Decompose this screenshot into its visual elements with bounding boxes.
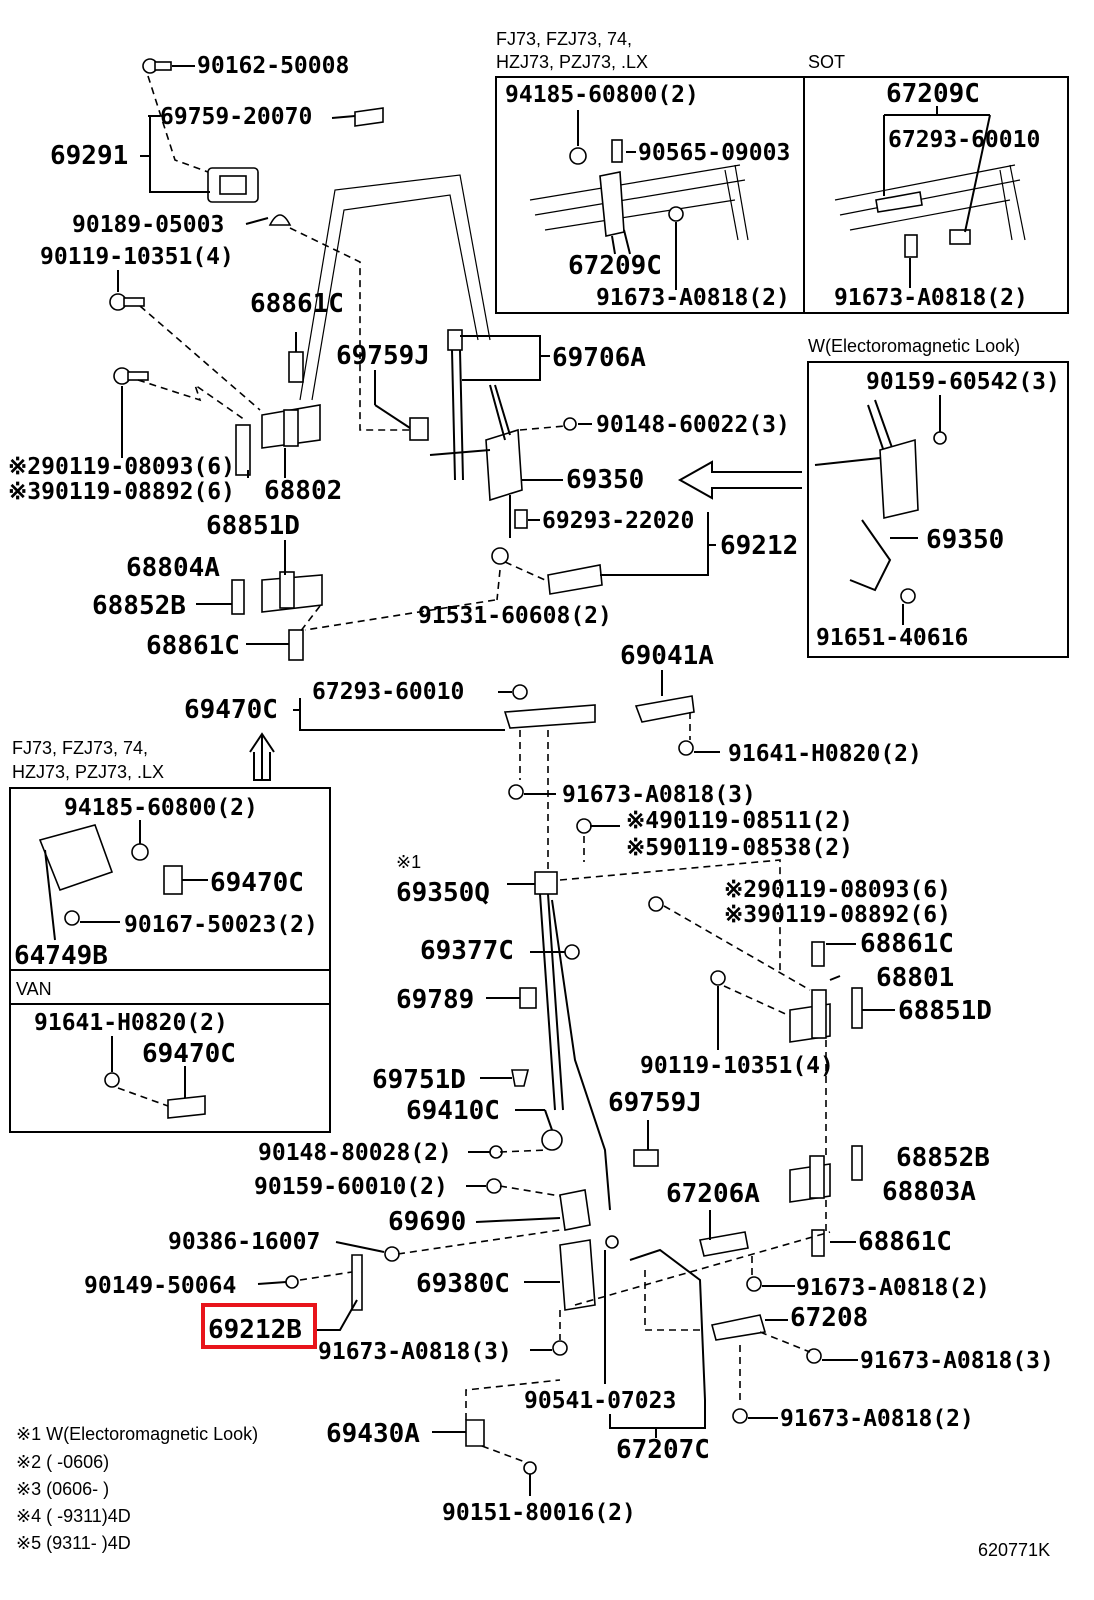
label-69212[interactable]: 69212: [720, 531, 799, 561]
label-69789[interactable]: 69789: [396, 985, 475, 1015]
label-90119-08511[interactable]: ※490119-08511(2): [626, 808, 853, 834]
label-68801[interactable]: 68801: [876, 963, 955, 993]
label-90119-08093-lower[interactable]: ※290119-08093(6): [724, 877, 951, 903]
label-68861C-mid[interactable]: 68861C: [860, 929, 954, 959]
label-68852B-upper[interactable]: 68852B: [92, 591, 186, 621]
rail-end-left: [725, 165, 748, 240]
label-lx-90167-50023[interactable]: 90167-50023(2): [124, 912, 318, 938]
note-3: ※3 (0606- ): [16, 1479, 110, 1499]
label-top-91673-A0818-right[interactable]: 91673-A0818(2): [834, 285, 1028, 311]
label-em-69350[interactable]: 69350: [926, 525, 1005, 555]
label-90189-05003[interactable]: 90189-05003: [72, 212, 225, 238]
label-em-91651-40616[interactable]: 91651-40616: [816, 625, 969, 651]
label-69706A[interactable]: 69706A: [552, 343, 646, 373]
label-90119-10351-lower[interactable]: 90119-10351(4): [640, 1053, 834, 1079]
rail-lines-right: [835, 165, 1020, 230]
footnotes: [16, 1424, 258, 1553]
label-91673-A0818-3[interactable]: 91673-A0818(3): [562, 782, 756, 808]
label-68861C-upper[interactable]: 68861C: [250, 289, 344, 319]
label-91641-H0820[interactable]: 91641-H0820(2): [728, 741, 922, 767]
label-91673-A0818-3-left[interactable]: 91673-A0818(3): [318, 1339, 512, 1365]
label-69430A[interactable]: 69430A: [326, 1419, 420, 1449]
note-5: ※5 (9311- )4D: [16, 1533, 131, 1553]
label-69751D[interactable]: 69751D: [372, 1065, 466, 1095]
label-top-91673-A0818-left[interactable]: 91673-A0818(2): [596, 285, 790, 311]
label-69350[interactable]: 69350: [566, 465, 645, 495]
label-69380C[interactable]: 69380C: [416, 1269, 510, 1299]
em-lock-box: [808, 362, 1068, 657]
label-69759J-upper[interactable]: 69759J: [336, 341, 430, 371]
label-top-90565-09003[interactable]: 90565-09003: [638, 140, 791, 166]
label-91673-A0818-3-right[interactable]: 91673-A0818(3): [860, 1348, 1054, 1374]
label-68803A[interactable]: 68803A: [882, 1177, 976, 1207]
label-69377C[interactable]: 69377C: [420, 936, 514, 966]
label-90541-07023[interactable]: 90541-07023: [524, 1388, 677, 1414]
label-68802[interactable]: 68802: [264, 476, 343, 506]
label-69291[interactable]: 69291: [50, 141, 129, 171]
label-68861C-bottom[interactable]: 68861C: [858, 1227, 952, 1257]
label-90148-60022[interactable]: 90148-60022(3): [596, 412, 790, 438]
label-90148-80028[interactable]: 90148-80028(2): [258, 1140, 452, 1166]
label-68804A[interactable]: 68804A: [126, 553, 220, 583]
label-90386-16007[interactable]: 90386-16007: [168, 1229, 321, 1255]
label-69759J-lower[interactable]: 69759J: [608, 1088, 702, 1118]
label-69350Q[interactable]: 69350Q: [396, 878, 490, 908]
label-90162-50008[interactable]: 90162-50008: [197, 53, 350, 79]
diagram-id: 620771K: [978, 1540, 1051, 1560]
label-em-90159-60542[interactable]: 90159-60542(3): [866, 369, 1060, 395]
label-69212B[interactable]: 69212B: [208, 1315, 302, 1345]
part-labels: [8, 53, 1060, 1526]
label-van-91641-H0820[interactable]: 91641-H0820(2): [34, 1010, 228, 1036]
note-2: ※2 ( -0606): [16, 1452, 110, 1472]
left-box-van-header: [10, 970, 330, 1004]
label-lx-69470C[interactable]: 69470C: [210, 868, 304, 898]
label-67293-60010[interactable]: 67293-60010: [312, 679, 465, 705]
label-67208[interactable]: 67208: [790, 1303, 869, 1333]
label-68851D-lower[interactable]: 68851D: [898, 996, 992, 1026]
label-69759-20070[interactable]: 69759-20070: [160, 104, 313, 130]
label-90149-50064[interactable]: 90149-50064: [84, 1273, 237, 1299]
note-1: ※1 W(Electoromagnetic Look): [16, 1424, 259, 1444]
label-van-69470C[interactable]: 69470C: [142, 1039, 236, 1069]
label-69041A[interactable]: 69041A: [620, 641, 714, 671]
label-67207C[interactable]: 67207C: [616, 1435, 710, 1465]
rail-lines-left: [530, 165, 745, 230]
em-lock-caption: W(Electoromagnetic Look): [808, 336, 1021, 356]
label-lx-64749B[interactable]: 64749B: [14, 941, 108, 971]
label-91673-A0818-2-bottom[interactable]: 91673-A0818(2): [780, 1406, 974, 1432]
label-90119-08538[interactable]: ※590119-08538(2): [626, 835, 853, 861]
label-69293-22020[interactable]: 69293-22020: [542, 508, 695, 534]
label-90159-60010[interactable]: 90159-60010(2): [254, 1174, 448, 1200]
label-68861C-lower[interactable]: 68861C: [146, 631, 240, 661]
note-4: ※4 ( -9311)4D: [16, 1506, 131, 1526]
label-lx-94185-60800[interactable]: 94185-60800(2): [64, 795, 258, 821]
label-91673-A0818-2-right[interactable]: 91673-A0818(2): [796, 1275, 990, 1301]
label-90119-08892-lower[interactable]: ※390119-08892(6): [724, 902, 951, 928]
top-box-models-line2: HZJ73, PZJ73, .LX: [496, 52, 649, 72]
label-90119-08093-upper[interactable]: ※290119-08093(6): [8, 454, 235, 480]
label-68851D-upper[interactable]: 68851D: [206, 511, 300, 541]
top-box-sot-caption: SOT: [808, 52, 846, 72]
label-note1-mark: ※1: [396, 852, 422, 872]
van-caption: VAN: [16, 979, 52, 999]
label-top-67209C-right[interactable]: 67209C: [886, 79, 980, 109]
label-68852B-lower[interactable]: 68852B: [896, 1143, 990, 1173]
label-69690[interactable]: 69690: [388, 1207, 467, 1237]
left-box-models-line2: HZJ73, PZJ73, .LX: [12, 762, 165, 782]
label-67206A[interactable]: 67206A: [666, 1179, 760, 1209]
label-69410C[interactable]: 69410C: [406, 1096, 500, 1126]
left-box-models-line1: FJ73, FZJ73, 74,: [12, 738, 149, 758]
rail-end-right: [1000, 165, 1025, 240]
label-top-67293-60010[interactable]: 67293-60010: [888, 127, 1041, 153]
label-91531-60608[interactable]: 91531-60608(2): [418, 603, 612, 629]
top-box-models-line1: FJ73, FZJ73, 74,: [496, 29, 633, 49]
label-top-67209C-left[interactable]: 67209C: [568, 251, 662, 281]
label-90151-80016[interactable]: 90151-80016(2): [442, 1500, 636, 1526]
label-top-94185-60800[interactable]: 94185-60800(2): [505, 82, 699, 108]
label-90119-10351[interactable]: 90119-10351(4): [40, 244, 234, 270]
label-69470C-upper[interactable]: 69470C: [184, 695, 278, 725]
label-90119-08892-upper[interactable]: ※390119-08892(6): [8, 479, 235, 505]
